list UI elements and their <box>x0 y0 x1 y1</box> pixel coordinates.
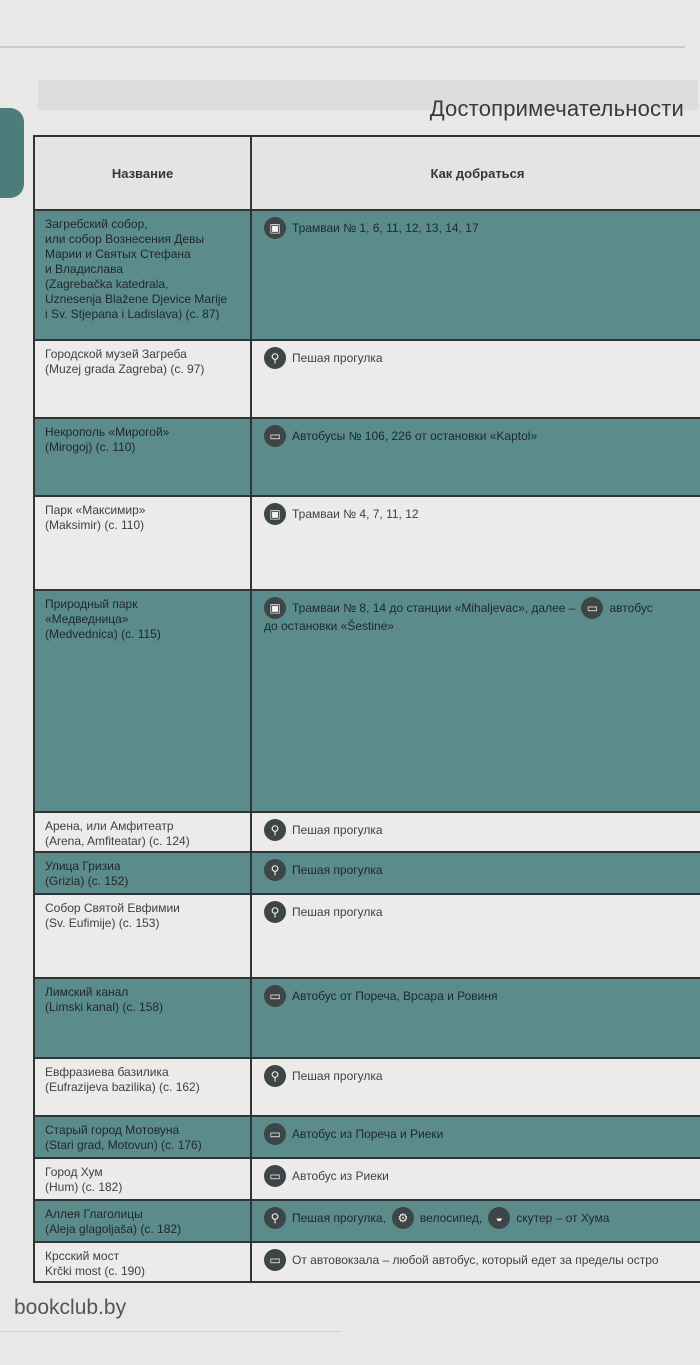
footer-rule <box>0 1331 340 1332</box>
route-text: Пешая прогулка <box>292 823 383 837</box>
route-text: Автобус из Риеки <box>292 1169 389 1183</box>
table-row <box>34 1200 700 1242</box>
sight-name-line: Собор Святой Евфимии <box>45 901 180 915</box>
route-text: Пешая прогулка <box>292 351 383 365</box>
tram-icon: ▣ <box>264 597 286 619</box>
table-row <box>34 340 700 418</box>
sight-name-cell <box>34 1116 251 1158</box>
sight-name-line: Старый город Мотовуна <box>45 1123 180 1137</box>
route-cell <box>251 852 700 894</box>
sight-name-cell <box>34 812 251 852</box>
route-cell <box>251 496 700 590</box>
bike-icon: ⚙ <box>392 1207 414 1229</box>
tram-icon: ▣ <box>264 217 286 239</box>
sight-name-line: Krčki most (с. 190) <box>45 1264 146 1278</box>
table-row <box>34 812 700 852</box>
bus-icon: ▭ <box>264 1165 286 1187</box>
sight-name <box>35 341 250 377</box>
bus-icon: ▭ <box>264 985 286 1007</box>
sight-name-line: и Владислава <box>45 262 124 276</box>
sight-name <box>35 1201 250 1237</box>
sight-name-line: (Limski kanal) (с. 158) <box>45 1000 164 1014</box>
sight-name-cell <box>34 210 251 340</box>
sight-name <box>35 853 250 889</box>
page-title: Достопримечательности <box>429 96 684 121</box>
route-cell <box>251 1116 700 1158</box>
sight-name <box>35 1059 250 1095</box>
route-cell <box>251 340 700 418</box>
sight-name-line: Аллея Глаголицы <box>45 1207 143 1221</box>
sight-name-line: (Maksimir) (с. 110) <box>45 518 145 532</box>
walk-icon: ⚲ <box>264 859 286 881</box>
route-line <box>252 419 700 447</box>
route-line <box>252 895 700 923</box>
route-text: Пешая прогулка <box>292 1069 383 1083</box>
route-text: От автовокзала – любой автобус, который едет за пределы остро <box>292 1253 659 1267</box>
route-cell <box>251 1058 700 1116</box>
walk-icon: ⚲ <box>264 1065 286 1087</box>
sight-name-cell <box>34 340 251 418</box>
route-text: Пешая прогулка, <box>292 1211 386 1225</box>
route-cell <box>251 1200 700 1242</box>
sight-name-line: (Eufrazijeva bazilika) (с. 162) <box>45 1080 200 1094</box>
sight-name <box>35 419 250 455</box>
sight-name-cell <box>34 978 251 1058</box>
footer-watermark: bookclub.by <box>14 1296 127 1319</box>
sight-name-line: i Sv. Stjepana i Ladislava) (с. 87) <box>45 307 220 321</box>
route-text: Автобус от Пореча, Врсара и Ровиня <box>292 989 498 1003</box>
route-line <box>252 211 700 239</box>
route-text-line2: до остановки «Šestine» <box>264 619 395 633</box>
walk-icon: ⚲ <box>264 1207 286 1229</box>
header-how: Как добраться <box>251 136 700 210</box>
route-text: Автобусы № 106, 226 от остановки «Kaptol» <box>292 429 538 443</box>
bus-icon: ▭ <box>581 597 603 619</box>
route-text: Автобус из Пореча и Риеки <box>292 1127 444 1141</box>
sight-name-cell <box>34 496 251 590</box>
sight-name-line: Марии и Святых Стефана <box>45 247 191 261</box>
sight-name <box>35 979 250 1015</box>
bus-icon: ▭ <box>264 1123 286 1145</box>
sight-name-line: Город Хум <box>45 1165 103 1179</box>
scooter-icon: ◒ <box>488 1207 510 1229</box>
sight-name-line: (Hum) (с. 182) <box>45 1180 123 1194</box>
bus-icon: ▭ <box>264 425 286 447</box>
sight-name-cell <box>34 1242 251 1282</box>
sight-name-line: Природный парк <box>45 597 138 611</box>
sight-name-cell <box>34 852 251 894</box>
walk-icon: ⚲ <box>264 819 286 841</box>
route-line <box>252 813 700 841</box>
sight-name-line: (Zagrebačka katedrala, <box>45 277 169 291</box>
route-line <box>252 497 700 525</box>
sight-name-line: (Medvednica) (с. 115) <box>45 627 161 641</box>
sight-name <box>35 497 250 533</box>
route-cell <box>251 418 700 496</box>
sight-name-line: (Muzej grada Zagreba) (с. 97) <box>45 362 205 376</box>
table-row <box>34 590 700 812</box>
sight-name-cell <box>34 1058 251 1116</box>
sight-name-line: Лимский канал <box>45 985 129 999</box>
route-line <box>252 1159 700 1187</box>
route-text: Трамваи № 4, 7, 11, 12 <box>292 507 419 521</box>
header-name: Название <box>34 136 251 210</box>
sights-table <box>33 135 700 1283</box>
route-text: автобус <box>609 601 653 615</box>
sight-name-line: (Stari grad, Motovun) (с. 176) <box>45 1138 202 1152</box>
route-cell <box>251 210 700 340</box>
sight-name-cell <box>34 1200 251 1242</box>
sight-name <box>35 591 250 642</box>
route-text: Пешая прогулка <box>292 905 383 919</box>
route-cell <box>251 978 700 1058</box>
sight-name-line: (Sv. Eufimije) (с. 153) <box>45 916 160 930</box>
route-cell <box>251 1242 700 1282</box>
sight-name-line: Городской музей Загреба <box>45 347 187 361</box>
sight-name-cell <box>34 1158 251 1200</box>
bus-icon: ▭ <box>264 1249 286 1271</box>
sight-name <box>35 895 250 931</box>
route-line <box>252 979 700 1007</box>
route-cell <box>251 894 700 978</box>
sight-name-line: Парк «Максимир» <box>45 503 146 517</box>
route-text: Пешая прогулка <box>292 863 383 877</box>
route-cell <box>251 812 700 852</box>
sight-name <box>35 211 250 322</box>
sight-name-line: (Aleja glagoljaša) (с. 182) <box>45 1222 182 1236</box>
route-line <box>252 591 700 619</box>
sight-name-line: «Медведница» <box>45 612 129 626</box>
sight-name-cell <box>34 894 251 978</box>
sight-name <box>35 813 250 849</box>
table-row <box>34 1058 700 1116</box>
sight-name-line: или собор Вознесения Девы <box>45 232 205 246</box>
table-row <box>34 1242 700 1282</box>
table-row <box>34 496 700 590</box>
route-line <box>252 341 700 369</box>
route-cell <box>251 590 700 812</box>
table-row <box>34 1158 700 1200</box>
sight-name-line: Евфразиева базилика <box>45 1065 169 1079</box>
sight-name-line: Арена, или Амфитеатр <box>45 819 174 833</box>
sight-name-cell <box>34 590 251 812</box>
walk-icon: ⚲ <box>264 347 286 369</box>
table-row <box>34 894 700 978</box>
table-row <box>34 1116 700 1158</box>
route-cell <box>251 1158 700 1200</box>
sight-name-line: (Arena, Amfiteatar) (с. 124) <box>45 834 190 848</box>
table-row <box>34 418 700 496</box>
sight-name-line: Загребский собор, <box>45 217 148 231</box>
route-line <box>252 1201 700 1229</box>
route-text: Трамваи № 1, 6, 11, 12, 13, 14, 17 <box>292 221 479 235</box>
route-text: велосипед, <box>419 1211 483 1225</box>
sight-name-line: Улица Гризиа <box>45 859 121 873</box>
sight-name-line: Uznesenja Blažene Djevice Marije <box>45 292 228 306</box>
sight-name <box>35 1159 250 1195</box>
sight-name-line: (Mirogoj) (с. 110) <box>45 440 136 454</box>
table-row <box>34 978 700 1058</box>
chapter-tab <box>0 108 24 198</box>
table-row <box>34 852 700 894</box>
tram-icon: ▣ <box>264 503 286 525</box>
top-rule <box>0 46 685 48</box>
sight-name-line: (Grizia) (с. 152) <box>45 874 129 888</box>
route-line <box>252 1117 700 1145</box>
sight-name <box>35 1117 250 1153</box>
route-line <box>252 1059 700 1087</box>
route-line <box>252 853 700 881</box>
table-header-row <box>34 136 700 210</box>
route-text: скутер – от Хума <box>516 1211 610 1225</box>
route-line <box>252 1243 700 1271</box>
table-row <box>34 210 700 340</box>
route-text: Трамваи № 8, 14 до станции «Mihaljevac», далее – <box>292 601 576 615</box>
walk-icon: ⚲ <box>264 901 286 923</box>
sight-name <box>35 1243 250 1279</box>
sight-name-line: Некрополь «Мирогой» <box>45 425 170 439</box>
sight-name-cell <box>34 418 251 496</box>
sight-name-line: Крсский мост <box>45 1249 120 1263</box>
